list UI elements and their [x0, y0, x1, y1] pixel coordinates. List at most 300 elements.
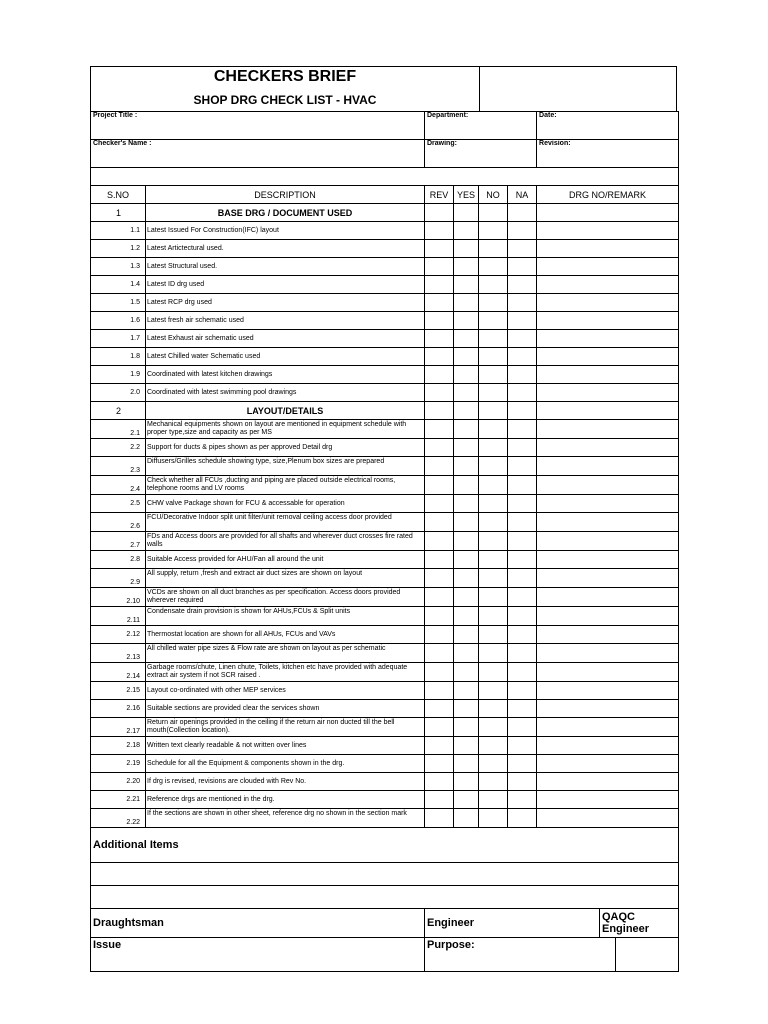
yes-check-cell[interactable] [454, 551, 479, 569]
section-header-row [91, 204, 679, 222]
item-description: Layout co-ordinated with other MEP services [146, 682, 425, 700]
checklist-row [91, 551, 679, 569]
na-check-cell[interactable] [508, 791, 537, 809]
na-check-cell[interactable] [508, 644, 537, 663]
yes-check-cell[interactable] [454, 773, 479, 791]
item-number: 1.2 [91, 240, 146, 258]
section-rev-cell [425, 402, 454, 420]
item-description: Written text clearly readable & not written over lines [146, 737, 425, 755]
checklist-row [91, 513, 679, 532]
additional-blank-row [91, 886, 679, 909]
section-remark-cell [537, 402, 679, 420]
na-check-cell[interactable] [508, 348, 537, 366]
remark-cell[interactable] [537, 258, 679, 276]
item-description: Latest RCP drg used [146, 294, 425, 312]
no-check-cell[interactable] [479, 700, 508, 718]
no-check-cell[interactable] [479, 240, 508, 258]
na-check-cell[interactable] [508, 663, 537, 682]
checklist-row [91, 737, 679, 755]
na-check-cell[interactable] [508, 755, 537, 773]
col-header-no: NO [479, 186, 508, 204]
rev-check-cell[interactable] [425, 626, 454, 644]
remark-cell[interactable] [537, 607, 679, 626]
no-check-cell[interactable] [479, 569, 508, 588]
revision-field[interactable]: Revision: [537, 140, 679, 168]
project-title-field[interactable]: Project Title : [91, 112, 425, 140]
yes-check-cell[interactable] [454, 457, 479, 476]
item-description: If the sections are shown in other sheet, reference drg no shown in the section mark [146, 809, 425, 828]
no-check-cell[interactable] [479, 809, 508, 828]
na-check-cell[interactable] [508, 384, 537, 402]
yes-check-cell[interactable] [454, 495, 479, 513]
checklist-row [91, 569, 679, 588]
no-check-cell[interactable] [479, 626, 508, 644]
remark-cell[interactable] [537, 384, 679, 402]
checklist-row [91, 258, 679, 276]
no-check-cell[interactable] [479, 366, 508, 384]
no-check-cell[interactable] [479, 348, 508, 366]
item-description: All chilled water pipe sizes & Flow rate are shown on layout as per schematic [146, 644, 425, 663]
remark-cell[interactable] [537, 569, 679, 588]
yes-check-cell[interactable] [454, 626, 479, 644]
yes-check-cell[interactable] [454, 240, 479, 258]
item-description: Check whether all FCUs ,ducting and piping are placed outside electrical rooms, telephone rooms and LV rooms [146, 476, 425, 495]
na-check-cell[interactable] [508, 476, 537, 495]
section-number: 1 [91, 204, 146, 222]
yes-check-cell[interactable] [454, 348, 479, 366]
rev-check-cell[interactable] [425, 718, 454, 737]
rev-check-cell[interactable] [425, 700, 454, 718]
na-check-cell[interactable] [508, 276, 537, 294]
item-number: 2.20 [91, 773, 146, 791]
remark-cell[interactable] [537, 366, 679, 384]
rev-check-cell[interactable] [425, 439, 454, 457]
col-header-sno: S.NO [91, 186, 146, 204]
checklist-sheet [90, 66, 677, 972]
no-check-cell[interactable] [479, 513, 508, 532]
remark-cell[interactable] [537, 644, 679, 663]
item-number: 2.11 [91, 607, 146, 626]
checklist-row [91, 718, 679, 737]
yes-check-cell[interactable] [454, 312, 479, 330]
na-check-cell[interactable] [508, 718, 537, 737]
col-header-na: NA [508, 186, 537, 204]
no-check-cell[interactable] [479, 439, 508, 457]
item-description: Latest Issued For Construction(IFC) layout [146, 222, 425, 240]
rev-check-cell[interactable] [425, 457, 454, 476]
yes-check-cell[interactable] [454, 258, 479, 276]
rev-check-cell[interactable] [425, 476, 454, 495]
na-check-cell[interactable] [508, 773, 537, 791]
checklist-row [91, 607, 679, 626]
item-number: 1.7 [91, 330, 146, 348]
checklist-row [91, 626, 679, 644]
item-description: Latest ID drg used [146, 276, 425, 294]
page-subtitle: SHOP DRG CHECK LIST - HVAC [193, 93, 377, 107]
na-check-cell[interactable] [508, 258, 537, 276]
section-yes-cell [454, 402, 479, 420]
item-description: Diffusers/Grilles schedule showing type, size,Plenum box sizes are prepared [146, 457, 425, 476]
item-number: 2.0 [91, 384, 146, 402]
remark-cell[interactable] [537, 240, 679, 258]
engineer-label: Engineer [425, 909, 600, 937]
na-check-cell[interactable] [508, 607, 537, 626]
yes-check-cell[interactable] [454, 607, 479, 626]
na-check-cell[interactable] [508, 240, 537, 258]
signature-row [91, 909, 679, 938]
no-check-cell[interactable] [479, 222, 508, 240]
item-description: Coordinated with latest kitchen drawings [146, 366, 425, 384]
remark-cell[interactable] [537, 773, 679, 791]
section-na-cell [508, 402, 537, 420]
item-description: VCDs are shown on all duct branches as per specification. Access doors provided wherever required [146, 588, 425, 607]
na-check-cell[interactable] [508, 495, 537, 513]
yes-check-cell[interactable] [454, 809, 479, 828]
item-number: 2.21 [91, 791, 146, 809]
no-check-cell[interactable] [479, 532, 508, 551]
item-description: Latest Exhaust air schematic used [146, 330, 425, 348]
na-check-cell[interactable] [508, 551, 537, 569]
no-check-cell[interactable] [479, 663, 508, 682]
checklist-row [91, 700, 679, 718]
yes-check-cell[interactable] [454, 588, 479, 607]
item-number: 2.18 [91, 737, 146, 755]
na-check-cell[interactable] [508, 222, 537, 240]
section-title: BASE DRG / DOCUMENT USED [146, 204, 425, 222]
page-title: CHECKERS BRIEF [213, 68, 357, 85]
na-check-cell[interactable] [508, 420, 537, 439]
remark-cell[interactable] [537, 476, 679, 495]
checklist-row [91, 495, 679, 513]
na-check-cell[interactable] [508, 700, 537, 718]
checklist-row [91, 791, 679, 809]
item-description: Latest fresh air schematic used [146, 312, 425, 330]
section-remark-cell [537, 204, 679, 222]
item-number: 2.6 [91, 513, 146, 532]
issue-row [91, 938, 679, 972]
item-number: 2.5 [91, 495, 146, 513]
rev-check-cell[interactable] [425, 384, 454, 402]
no-check-cell[interactable] [479, 682, 508, 700]
yes-check-cell[interactable] [454, 755, 479, 773]
item-number: 2.22 [91, 809, 146, 828]
remark-cell[interactable] [537, 330, 679, 348]
na-check-cell[interactable] [508, 737, 537, 755]
section-no-cell [479, 204, 508, 222]
item-number: 1.3 [91, 258, 146, 276]
yes-check-cell[interactable] [454, 513, 479, 532]
additional-blank-cell[interactable] [91, 886, 679, 909]
issue-label: Issue [91, 938, 425, 972]
rev-check-cell[interactable] [425, 222, 454, 240]
checklist-row [91, 240, 679, 258]
col-header-description: DESCRIPTION [146, 186, 425, 204]
item-description: Latest Artictectural used. [146, 240, 425, 258]
no-check-cell[interactable] [479, 384, 508, 402]
na-check-cell[interactable] [508, 513, 537, 532]
rev-check-cell[interactable] [425, 312, 454, 330]
no-check-cell[interactable] [479, 420, 508, 439]
no-check-cell[interactable] [479, 276, 508, 294]
rev-check-cell[interactable] [425, 420, 454, 439]
rev-check-cell[interactable] [425, 682, 454, 700]
remark-cell[interactable] [537, 663, 679, 682]
col-header-remark: DRG NO/REMARK [537, 186, 679, 204]
remark-cell[interactable] [537, 457, 679, 476]
no-check-cell[interactable] [479, 457, 508, 476]
column-header-row [91, 186, 679, 204]
item-description: Latest Structural used. [146, 258, 425, 276]
item-description: FCU/Decorative Indoor split unit filter/unit removal ceiling access door provided [146, 513, 425, 532]
section-rev-cell [425, 204, 454, 222]
yes-check-cell[interactable] [454, 330, 479, 348]
remark-cell[interactable] [537, 626, 679, 644]
title-block [90, 66, 677, 111]
checklist-row [91, 439, 679, 457]
rev-check-cell[interactable] [425, 607, 454, 626]
yes-check-cell[interactable] [454, 222, 479, 240]
na-check-cell[interactable] [508, 809, 537, 828]
remark-cell[interactable] [537, 588, 679, 607]
item-description: Condensate drain provision is shown for AHUs,FCUs & Split units [146, 607, 425, 626]
checklist-row [91, 420, 679, 439]
item-description: Thermostat location are shown for all AHUs, FCUs and VAVs [146, 626, 425, 644]
remark-cell[interactable] [537, 312, 679, 330]
remark-cell[interactable] [537, 276, 679, 294]
remark-cell[interactable] [537, 551, 679, 569]
additional-items-label: Additional Items [91, 828, 679, 863]
rev-check-cell[interactable] [425, 240, 454, 258]
item-description: Support for ducts & pipes shown as per approved Detail drg [146, 439, 425, 457]
draughtsman-label: Draughtsman [91, 909, 425, 938]
rev-check-cell[interactable] [425, 532, 454, 551]
item-description: FDs and Access doors are provided for all shafts and wherever duct crosses fire rated walls [146, 532, 425, 551]
rev-check-cell[interactable] [425, 755, 454, 773]
checklist-row [91, 809, 679, 828]
remark-cell[interactable] [537, 737, 679, 755]
remark-cell[interactable] [537, 791, 679, 809]
no-check-cell[interactable] [479, 773, 508, 791]
checklist-row [91, 773, 679, 791]
rev-check-cell[interactable] [425, 366, 454, 384]
no-check-cell[interactable] [479, 495, 508, 513]
item-number: 1.9 [91, 366, 146, 384]
purpose-label: Purpose: [425, 938, 616, 971]
remark-cell[interactable] [537, 718, 679, 737]
no-check-cell[interactable] [479, 755, 508, 773]
no-check-cell[interactable] [479, 312, 508, 330]
checkers-name-field[interactable]: Checker's Name : [91, 140, 425, 168]
item-number: 2.15 [91, 682, 146, 700]
item-description: Latest Chilled water Schematic used [146, 348, 425, 366]
section-no-cell [479, 402, 508, 420]
na-check-cell[interactable] [508, 626, 537, 644]
yes-check-cell[interactable] [454, 294, 479, 312]
remark-cell[interactable] [537, 700, 679, 718]
remark-cell[interactable] [537, 755, 679, 773]
no-check-cell[interactable] [479, 607, 508, 626]
no-check-cell[interactable] [479, 718, 508, 737]
no-check-cell[interactable] [479, 588, 508, 607]
checklist-row [91, 663, 679, 682]
info-row-1 [91, 112, 679, 140]
na-check-cell[interactable] [508, 330, 537, 348]
item-number: 1.4 [91, 276, 146, 294]
yes-check-cell[interactable] [454, 644, 479, 663]
yes-check-cell[interactable] [454, 682, 479, 700]
rev-check-cell[interactable] [425, 569, 454, 588]
rev-check-cell[interactable] [425, 791, 454, 809]
qaqc-engineer-label: QAQC Engineer [602, 911, 650, 935]
remark-cell[interactable] [537, 420, 679, 439]
rev-check-cell[interactable] [425, 588, 454, 607]
remark-cell[interactable] [537, 439, 679, 457]
checklist-row [91, 366, 679, 384]
item-number: 2.12 [91, 626, 146, 644]
item-description: Return air openings provided in the ceiling if the return air non ducted till the bell mouth(Collection location). [146, 718, 425, 737]
na-check-cell[interactable] [508, 682, 537, 700]
rev-check-cell[interactable] [425, 495, 454, 513]
checklist-row [91, 312, 679, 330]
checklist-row [91, 476, 679, 495]
remark-cell[interactable] [537, 513, 679, 532]
na-check-cell[interactable] [508, 457, 537, 476]
item-number: 2.17 [91, 718, 146, 737]
no-check-cell[interactable] [479, 258, 508, 276]
item-number: 2.7 [91, 532, 146, 551]
item-description: Garbage rooms/chute, Linen chute, Toilets, kitchen etc have provided with adequate extract air system if not SCR raised . [146, 663, 425, 682]
no-check-cell[interactable] [479, 294, 508, 312]
no-check-cell[interactable] [479, 737, 508, 755]
yes-check-cell[interactable] [454, 276, 479, 294]
item-number: 2.19 [91, 755, 146, 773]
yes-check-cell[interactable] [454, 439, 479, 457]
na-check-cell[interactable] [508, 366, 537, 384]
remark-cell[interactable] [537, 495, 679, 513]
rev-check-cell[interactable] [425, 773, 454, 791]
no-check-cell[interactable] [479, 791, 508, 809]
section-title: LAYOUT/DETAILS [146, 402, 425, 420]
checklist-row [91, 330, 679, 348]
no-check-cell[interactable] [479, 330, 508, 348]
remark-cell[interactable] [537, 532, 679, 551]
drawing-field[interactable]: Drawing: [425, 140, 537, 168]
checklist-row [91, 276, 679, 294]
remark-cell[interactable] [537, 294, 679, 312]
checklist-table [90, 111, 679, 972]
checklist-row [91, 588, 679, 607]
remark-cell[interactable] [537, 809, 679, 828]
item-number: 1.1 [91, 222, 146, 240]
item-number: 2.9 [91, 569, 146, 588]
item-description: Mechanical equipments shown on layout are mentioned in equipment schedule with proper type,size and capacity as per MS [146, 420, 425, 439]
item-number: 2.14 [91, 663, 146, 682]
na-check-cell[interactable] [508, 312, 537, 330]
additional-items-row [91, 828, 679, 863]
item-description: CHW valve Package shown for FCU & accessable for operation [146, 495, 425, 513]
rev-check-cell[interactable] [425, 330, 454, 348]
additional-blank-row [91, 863, 679, 886]
title-area [91, 67, 480, 111]
info-row-2 [91, 140, 679, 168]
rev-check-cell[interactable] [425, 809, 454, 828]
yes-check-cell[interactable] [454, 700, 479, 718]
item-number: 2.10 [91, 588, 146, 607]
yes-check-cell[interactable] [454, 663, 479, 682]
rev-check-cell[interactable] [425, 276, 454, 294]
col-header-yes: YES [454, 186, 479, 204]
yes-check-cell[interactable] [454, 366, 479, 384]
remark-cell[interactable] [537, 222, 679, 240]
checklist-row [91, 294, 679, 312]
rev-check-cell[interactable] [425, 551, 454, 569]
section-yes-cell [454, 204, 479, 222]
yes-check-cell[interactable] [454, 737, 479, 755]
no-check-cell[interactable] [479, 476, 508, 495]
item-description: If drg is revised, revisions are clouded with Rev No. [146, 773, 425, 791]
checklist-row [91, 457, 679, 476]
item-number: 2.4 [91, 476, 146, 495]
checklist-row [91, 222, 679, 240]
remark-cell[interactable] [537, 682, 679, 700]
item-description: Suitable Access provided for AHU/Fan all around the unit [146, 551, 425, 569]
item-description: Reference drgs are mentioned in the drg. [146, 791, 425, 809]
yes-check-cell[interactable] [454, 420, 479, 439]
rev-check-cell[interactable] [425, 513, 454, 532]
rev-check-cell[interactable] [425, 737, 454, 755]
checklist-row [91, 644, 679, 663]
item-number: 2.1 [91, 420, 146, 439]
item-description: Coordinated with latest swimming pool drawings [146, 384, 425, 402]
section-header-row [91, 402, 679, 420]
checklist-row [91, 755, 679, 773]
na-check-cell[interactable] [508, 532, 537, 551]
rev-check-cell[interactable] [425, 294, 454, 312]
na-check-cell[interactable] [508, 588, 537, 607]
section-number: 2 [91, 402, 146, 420]
item-number: 2.13 [91, 644, 146, 663]
rev-check-cell[interactable] [425, 644, 454, 663]
na-check-cell[interactable] [508, 294, 537, 312]
section-na-cell [508, 204, 537, 222]
yes-check-cell[interactable] [454, 569, 479, 588]
checklist-row [91, 532, 679, 551]
purpose-cell [425, 938, 679, 972]
item-number: 2.16 [91, 700, 146, 718]
date-field[interactable]: Date: [537, 112, 679, 140]
yes-check-cell[interactable] [454, 476, 479, 495]
item-description: Suitable sections are provided clear the services shown [146, 700, 425, 718]
additional-blank-cell[interactable] [91, 863, 679, 886]
col-header-rev: REV [425, 186, 454, 204]
remark-cell[interactable] [537, 348, 679, 366]
rev-check-cell[interactable] [425, 258, 454, 276]
yes-check-cell[interactable] [454, 718, 479, 737]
na-check-cell[interactable] [508, 439, 537, 457]
rev-check-cell[interactable] [425, 663, 454, 682]
no-check-cell[interactable] [479, 644, 508, 663]
department-field[interactable]: Department: [425, 112, 537, 140]
no-check-cell[interactable] [479, 551, 508, 569]
checklist-row [91, 348, 679, 366]
checklist-row [91, 682, 679, 700]
rev-check-cell[interactable] [425, 348, 454, 366]
na-check-cell[interactable] [508, 569, 537, 588]
yes-check-cell[interactable] [454, 532, 479, 551]
checklist-row [91, 384, 679, 402]
yes-check-cell[interactable] [454, 791, 479, 809]
yes-check-cell[interactable] [454, 384, 479, 402]
